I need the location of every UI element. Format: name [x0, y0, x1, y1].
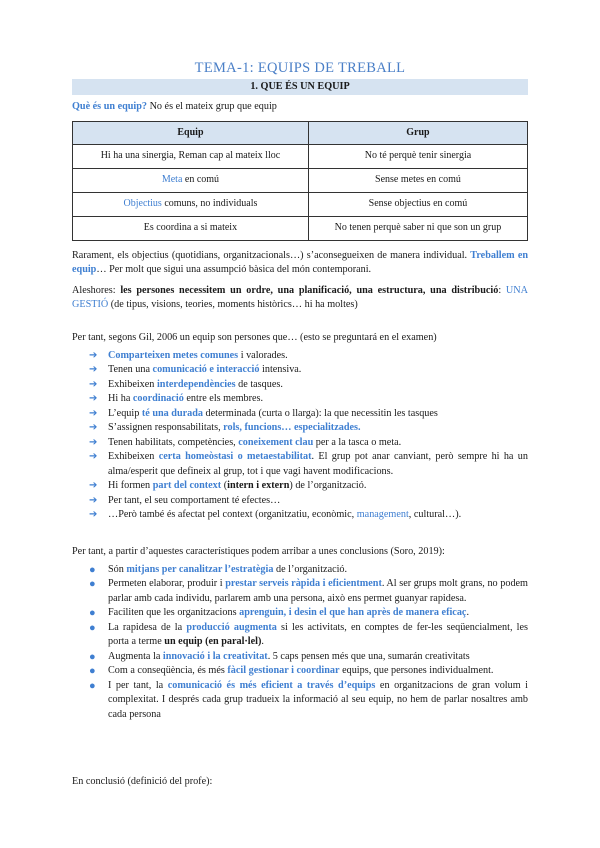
table-header-row — [73, 122, 528, 145]
text-run: entre els membres. — [183, 393, 264, 405]
text-run: , cultural…). — [408, 509, 462, 521]
highlight-text: rols, funcions… especialitzades. — [223, 422, 361, 434]
list-item — [72, 621, 528, 650]
text-run: Faciliten que les organitzacions — [108, 607, 240, 619]
highlight-text: Objectius — [123, 198, 162, 210]
text-run: Rarament, els objectius (quotidians, organitzacionals…) s’aconsegueixen de manera individual. — [72, 250, 471, 261]
text-run: Són — [108, 564, 127, 575]
highlight-text: Meta — [161, 174, 183, 186]
list-item — [72, 349, 528, 363]
text-run: : — [498, 285, 506, 296]
highlight-text: coordinació — [132, 393, 184, 405]
text-run: equips, que persones individualment. — [339, 665, 494, 677]
table-cell — [73, 145, 309, 169]
list-item — [72, 606, 528, 620]
document-title: TEMA-1: EQUIPS DE TREBALL — [194, 60, 406, 76]
text-run: . Al ser grups molt grans, no podem parlar amb cada individu, parlarem amb una persona, això ens permet guanyar rapidesa. — [108, 578, 528, 604]
text-run: Augmenta la — [108, 650, 163, 662]
text-run: intensiva. — [259, 364, 302, 376]
list-item — [72, 563, 528, 577]
right-arrow-icon: ➔ — [89, 393, 98, 405]
table-cell — [308, 169, 527, 193]
text-run: I per tant, la — [108, 679, 168, 691]
header-cell-grup: Grup — [308, 122, 527, 145]
highlight-text: Treballem en equip — [72, 250, 529, 276]
text-run: Hi ha — [108, 393, 133, 405]
table-cell — [73, 169, 309, 193]
conclusions-list — [72, 563, 528, 722]
text-run: Com a conseqüència, és més — [108, 665, 228, 677]
section-heading: 1. QUE ÉS UN EQUIP — [72, 79, 528, 95]
list-item — [72, 421, 528, 435]
comparison-table — [72, 121, 528, 241]
paragraph-gestio — [72, 284, 528, 313]
text-run: (de tipus, visions, teories, moments històrics… hi ha moltes) — [108, 299, 358, 311]
highlight-text: innovació i la creativitat — [162, 650, 268, 662]
highlight-text: comunicació e interacció — [152, 364, 260, 376]
text-run: Exhibeixen — [108, 378, 157, 390]
list-item — [72, 450, 528, 479]
text-run: . — [261, 636, 264, 648]
text-run: Exhibeixen — [108, 451, 159, 463]
text-run: Tenen una — [108, 364, 153, 376]
text-run: per a la tasca o meta. — [313, 436, 402, 448]
text-run: de l’organització. — [273, 564, 348, 575]
paragraph-closing — [72, 775, 528, 789]
list-item — [72, 494, 528, 508]
list-item — [72, 577, 528, 606]
right-arrow-icon: ➔ — [89, 436, 98, 448]
cell-text: Sense metes en comú — [375, 174, 461, 186]
text-run: Aleshores: — [72, 285, 121, 296]
header-cell-equip: Equip — [73, 122, 309, 145]
highlight-text: fàcil gestionar i coordinar — [227, 665, 340, 677]
table-body — [73, 145, 528, 241]
highlight-text: UNA GESTIÓ — [72, 285, 528, 311]
text-run: … Per molt que sigui una assumpció bàsica del món contemporani. — [96, 264, 372, 276]
text-run: determinada (curta o llarga): la que necessitin les tasques — [203, 407, 438, 419]
table-row — [73, 169, 528, 193]
table-cell — [308, 145, 527, 169]
list-item — [72, 407, 528, 421]
text-run: Per tant, el seu comportament té efectes… — [108, 494, 281, 506]
text-run: i valorades. — [238, 350, 288, 361]
text-run: . — [466, 607, 469, 619]
bullet-icon: ● — [89, 650, 96, 663]
text-run: en organitzacions de gran volum i complexitat. I després cada grup tradueix la informació al seu equip, no hem de parlar nosaltres amb cada persona — [108, 679, 529, 720]
highlight-text: mitjans per canalitzar l’estratègia — [126, 564, 274, 575]
paragraph-intro — [72, 249, 528, 278]
text-run: …Però també és afectat pel context (organitzatiu, econòmic, — [108, 509, 357, 521]
text-run: ) de l’organització. — [289, 480, 367, 492]
list-item — [72, 508, 528, 522]
table-row — [73, 145, 528, 169]
list-item — [72, 363, 528, 377]
highlight-text: un equip (en paral·lel) — [164, 636, 262, 648]
highlight-text: aprenguin, i desin el que han après de manera eficaç — [239, 607, 467, 619]
cell-text: Hi ha una sinergia, Reman cap al mateix lloc — [100, 150, 281, 162]
table-row — [73, 193, 528, 217]
bullet-icon: ● — [89, 607, 96, 620]
right-arrow-icon: ➔ — [89, 480, 98, 492]
text-run: ( — [221, 480, 228, 492]
cell-text: Es coordina a si mateix — [143, 222, 238, 234]
text-run: La rapidesa de la — [108, 621, 187, 633]
cell-text: No té perquè tenir sinergia — [364, 150, 472, 162]
table-cell — [73, 217, 309, 241]
right-arrow-icon: ➔ — [89, 422, 98, 434]
cell-text: comuns, no individuals — [161, 198, 258, 210]
right-arrow-icon: ➔ — [89, 509, 98, 521]
bullet-icon: ● — [89, 578, 96, 591]
highlight-text: coneixement clau — [238, 436, 314, 448]
bullet-icon: ● — [89, 679, 96, 692]
list-item — [72, 392, 528, 406]
text-run: Per tant, a partir d’aquestes característiques podem arribar a unes conclusions (Soro, 2019): — [72, 546, 445, 557]
text-run: L’equip — [108, 407, 142, 419]
table-cell — [308, 193, 527, 217]
list-item — [72, 664, 528, 678]
right-arrow-icon: ➔ — [89, 494, 98, 506]
paragraph-definition — [72, 331, 528, 345]
highlight-text: interdependències — [156, 378, 236, 390]
right-arrow-icon: ➔ — [89, 364, 98, 376]
highlight-text: les persones necessitem un ordre, una planificació, una estructura, una distribució — [120, 285, 499, 296]
cell-text: No tenen perquè saber ni que son un grup — [334, 222, 502, 234]
question-answer: No és el mateix grup que equip — [147, 101, 277, 112]
bullet-icon: ● — [89, 621, 96, 634]
list-item — [72, 436, 528, 450]
text-run: Hi formen — [108, 480, 153, 492]
text-run: . 5 caps pensen més que una, sumarán creativitats — [267, 650, 470, 662]
text-run: S’assignen responsabilitats, — [108, 422, 224, 434]
paragraph-conclusions — [72, 545, 528, 559]
cell-text: Sense objectius en comú — [368, 198, 468, 210]
table-cell — [73, 193, 309, 217]
table-cell — [308, 217, 527, 241]
list-item — [72, 650, 528, 664]
text-run: Per tant, segons Gil, 2006 un equip son persones que… (esto se preguntará en el examen) — [72, 332, 437, 343]
right-arrow-icon: ➔ — [89, 378, 98, 390]
text-run: En conclusió (definició del profe): — [72, 776, 213, 787]
text-run: de tasques. — [235, 378, 283, 390]
list-item — [72, 679, 528, 722]
text-run: Tenen habilitats, competències, — [108, 436, 239, 448]
highlight-text: comunicació és més eficient a través d’equips — [167, 679, 376, 691]
table-row — [73, 217, 528, 241]
highlight-text: producció augmenta — [186, 621, 277, 633]
right-arrow-icon: ➔ — [89, 407, 98, 419]
question-text: Què és un equip? — [72, 101, 148, 112]
text-run: . El grup pot anar canviant, però sempre hi ha un alma/esperit que defineix al grup, tot i que vagi havent modificacions. — [108, 451, 528, 477]
highlight-text: Comparteixen metes comunes — [108, 350, 239, 361]
list-item — [72, 479, 528, 493]
bullet-icon: ● — [89, 665, 96, 678]
text-run: Permeten elaborar, produir i — [108, 578, 226, 590]
question-line — [72, 100, 277, 114]
highlight-text: management — [356, 509, 409, 521]
right-arrow-icon: ➔ — [89, 350, 98, 361]
text-run: si les activitats, en comptes de fer-les seqüencialment, les porta a terme — [108, 621, 529, 648]
list-item — [72, 378, 528, 392]
right-arrow-icon: ➔ — [89, 451, 98, 463]
highlight-text: part del context — [152, 480, 222, 492]
bullet-icon: ● — [89, 564, 96, 576]
cell-text: en comú — [182, 174, 220, 186]
highlight-text: prestar serveis ràpida i eficientment — [225, 578, 382, 590]
highlight-text: intern i extern — [227, 480, 290, 492]
characteristics-list — [72, 349, 528, 523]
highlight-text: certa homeòstasi o metaestabilitat — [158, 451, 312, 463]
highlight-text: té una durada — [141, 407, 203, 419]
